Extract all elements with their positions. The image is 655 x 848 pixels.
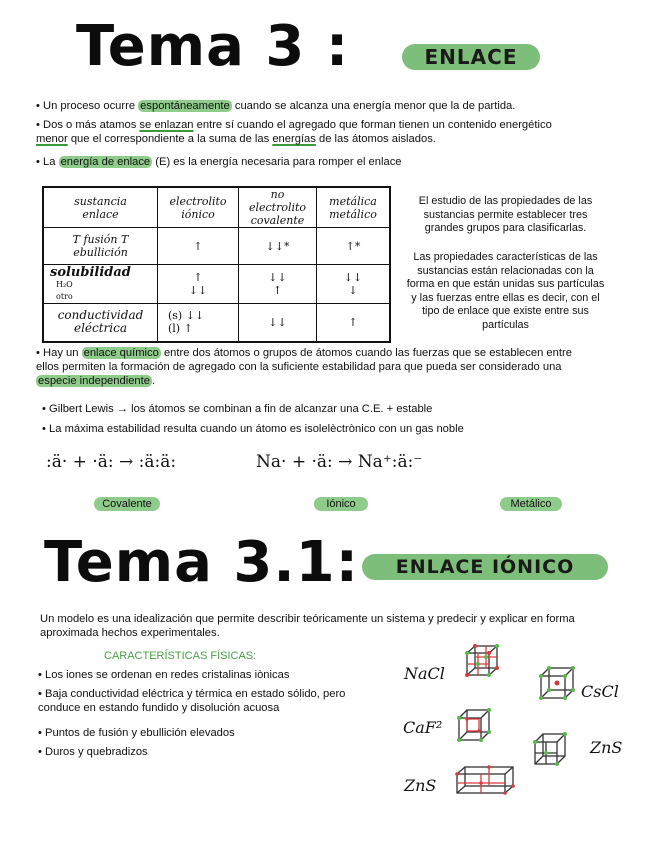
table-cell: ↓↓* — [239, 228, 317, 265]
tema31-title: Tema 3.1: — [44, 530, 359, 595]
list-item: • Duros y quebradizos — [38, 746, 148, 758]
crystal-lattice-zns-cube — [532, 732, 568, 766]
table-cell: ↑ — [158, 228, 239, 265]
list-item: • Los iones se ordenan en redes cristalinas iònicas — [38, 669, 290, 681]
highlight-enlace-quimico: enlace químico — [83, 347, 159, 359]
bullet-spontaneous: • Un proceso ocurre espontáneamente cuando se alcanza una energía menor que la de partida. — [36, 100, 516, 112]
table-cell: ↓↓ — [239, 304, 317, 342]
list-item: • Baja conductividad eléctrica y térmica en estado sólido, pero conduce en estando fundido y disolución acuosa — [38, 688, 346, 714]
highlight-especie-independiente: especie independiente — [38, 375, 150, 387]
table-cell: ↓↓ ↑ — [239, 265, 317, 304]
table-header-metalico: metálica metálico — [317, 187, 391, 228]
bullet-estabilidad: • La máxima estabilidad resulta cuando un átomo es isolelèctrònico con un gas noble — [42, 423, 464, 435]
tema31-badge: ENLACE IÓNICO — [362, 554, 608, 580]
highlight-espontaneamente: espontáneamente — [140, 100, 230, 112]
formula-nacl: NaCl — [404, 664, 445, 683]
side-paragraph-2: Las propiedades características de las sustancias están relacionadas con la forma en que están unidas sus partículas y las fuerzas entre ellas es decir, con el tipo de enlace que existe entre sus partículas — [406, 251, 605, 331]
table-cell: ↑ — [317, 304, 391, 342]
properties-table — [42, 186, 391, 343]
bullet-enlace-quimico: • Hay un enlace químico entre dos átomos o grupos de átomos cuando las fuerzas que se establecen entre ellos permiten la formación de agregado con la suficiente estabilidad para que pueda ser considerado una especie independiente . — [36, 347, 572, 387]
crystal-lattice-caf2 — [456, 707, 492, 743]
table-row-temperatura: T fusión T ebullición — [43, 228, 158, 265]
side-paragraph-1: El estudio de las propiedades de las sustancias permite establecer tres grandes grupos para clasificarlas. — [418, 195, 593, 234]
table-cell: ↑ ↓↓ — [158, 265, 239, 304]
bullet-enlazan: • Dos o más atamos se enlazan entre sí cuando el agregado que forman tienen un contenido energético menor que el correspondiente a la suma de las energías de las átomos aislados. — [36, 119, 552, 145]
ionic-equation: Na· + ·ä: → Na⁺:ä:⁻ — [256, 452, 423, 472]
table-header-ionico: electrolito iónico — [158, 187, 239, 228]
crystal-lattice-zns-prism — [454, 764, 516, 796]
table-header-sustancia: sustancia enlace — [43, 187, 158, 228]
crystal-lattice-cscl — [538, 666, 576, 700]
label-covalente: Covalente — [94, 497, 160, 511]
characteristics-subtitle: CARACTERÍSTICAS FÍSICAS: — [104, 650, 257, 662]
tema3-badge: ENLACE — [402, 44, 540, 70]
formula-zns-right: ZnS — [590, 738, 623, 757]
formula-caf2: CaF² — [403, 718, 443, 737]
bullet-energia-enlace: • La energía de enlace (E) es la energía necesaria para romper el enlace — [36, 156, 402, 168]
label-ionico: Iónico — [314, 497, 368, 511]
model-definition: Un modelo es una idealización que permite describir teóricamente un sistema y predecir y explicar en forma aproximada hechos experimentales. — [40, 613, 575, 639]
covalent-equation: :ä· + ·ä: → :ä:ä: — [46, 452, 177, 472]
table-cell: ↑* — [317, 228, 391, 265]
label-metalico: Metálico — [500, 497, 562, 511]
highlight-energia-enlace: energía de enlace — [60, 156, 151, 168]
crystal-lattice-nacl — [464, 644, 500, 678]
formula-zns-bottom: ZnS — [404, 776, 437, 795]
bullet-lewis: • Gilbert Lewis → los átomos se combinan a fin de alcanzar una C.E. + estable — [42, 403, 433, 415]
table-cell: (s) ↓↓ (l) ↑ — [158, 304, 239, 342]
table-cell: ↓↓ ↓ — [317, 265, 391, 304]
list-item: • Puntos de fusión y ebullición elevados — [38, 727, 235, 739]
tema3-title: Tema 3 : — [76, 14, 350, 79]
formula-cscl: CsCl — [581, 682, 619, 701]
table-row-conductividad: conductividad eléctrica — [43, 304, 158, 342]
table-header-covalente: no electrolito covalente — [239, 187, 317, 228]
table-row-solubilidad: solubilidad H₂O otro — [43, 265, 158, 304]
